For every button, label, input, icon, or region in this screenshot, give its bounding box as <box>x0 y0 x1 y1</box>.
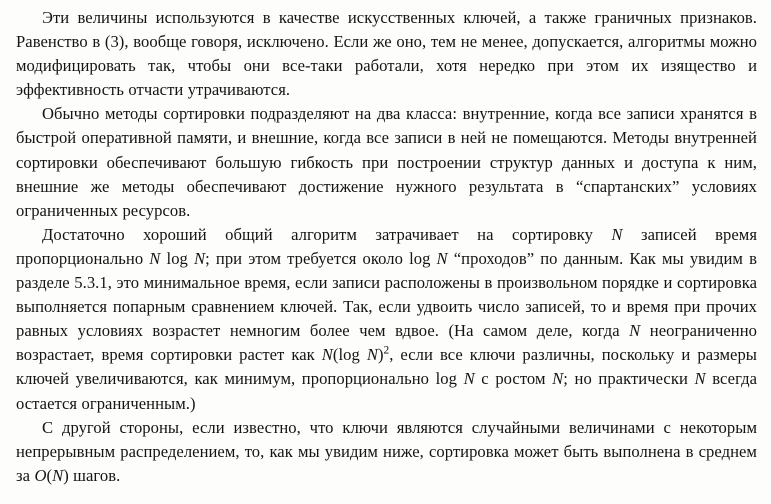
p3-formula-log: log <box>338 345 360 365</box>
p3-var-n7: N <box>552 369 564 389</box>
p3-var-n5: N <box>629 321 641 341</box>
p4-formula-on <box>34 466 68 485</box>
body-text <box>16 6 757 488</box>
p3-var-n6: N <box>463 369 475 389</box>
p3-var-n1: N <box>611 224 623 244</box>
p3-text-a: Достаточно хороший общий алгоритм затрачивает на сортировку <box>42 224 593 244</box>
p3-text-g: , если все ключи различны, поскольку и размеры ключей увеличиваются, как минимум, пропорционально <box>16 345 757 389</box>
p3-log-1: log <box>166 248 188 268</box>
p3-text-b: записей время пропорционально <box>16 224 758 268</box>
p3-text-c: ; при этом требуется около <box>205 248 403 268</box>
p4-formula-n: N <box>52 465 64 485</box>
p3-text-d: “проходов” по данным. Как мы увидим в разделе 5.3.1, это минимальное время, если записи расположены в произвольном порядке и сортировка выполняется попарным сравнением ключей. Так, если удвоить число записей, то и время при прочих равных условиях возрастет немногим более чем вдвое. (На самом деле, когда <box>16 248 757 341</box>
p3-log-2: log <box>409 248 431 268</box>
p4-formula-paren-close: ) <box>63 465 69 485</box>
p3-formula-nlogn2 <box>322 345 389 364</box>
p4-formula-o: O <box>34 465 47 485</box>
p4-formula-paren-open: ( <box>46 465 53 485</box>
p3-formula-paren-close: ) <box>377 345 384 365</box>
p3-var-n4: N <box>436 248 448 268</box>
p3-text-h: с ростом <box>481 369 546 389</box>
p3-formula-n: N <box>321 345 333 365</box>
p3-formula-paren-open: ( <box>332 345 339 365</box>
paragraph-4 <box>16 416 757 488</box>
p4-text-b: шагов. <box>73 465 121 485</box>
p3-var-n3: N <box>194 248 206 268</box>
p4-text-a: С другой стороны, если известно, что ключи являются случайными величинами с некоторым непрерывным распределением, то, как мы увидим ниже, сортировка может быть выполнена в среднем за <box>16 417 757 485</box>
paragraph-3 <box>16 223 757 416</box>
paragraph-2: Обычно методы сортировки подразделяют на два класса: внутренние, когда все записи хранятся в быстрой оперативной памяти, и внешние, когда все записи в ней не помещаются. Методы внутренней сортировки обеспечивают большую гибкость при построении структур данных и доступа к ним, внешние же методы обеспечивают достижение нужного результата в “спартанских” условиях ограниченных ресурсов. <box>16 104 757 220</box>
p3-formula-exponent: 2 <box>383 344 390 357</box>
p3-formula-n2: N <box>366 345 378 365</box>
p3-text-j: всегда остается ограниченным.) <box>16 369 758 413</box>
p3-text-e: неограниченно возрастает, время сортировки растет как <box>16 321 757 365</box>
p3-var-n2: N <box>149 248 161 268</box>
p3-var-n8: N <box>694 369 706 389</box>
p3-text-i: ; но практически <box>563 369 688 389</box>
p3-log-3: log <box>435 369 457 389</box>
paragraph-1: Эти величины используются в качестве искусственных ключей, а также граничных признаков. Равенство в (3), вообще говоря, исключено. Если же оно, тем не менее, допускается, алгоритмы можно модифицировать так, чтобы они все-таки работали, хотя нередко при этом их изящество и эффективность отчасти утрачиваются. <box>16 8 757 100</box>
